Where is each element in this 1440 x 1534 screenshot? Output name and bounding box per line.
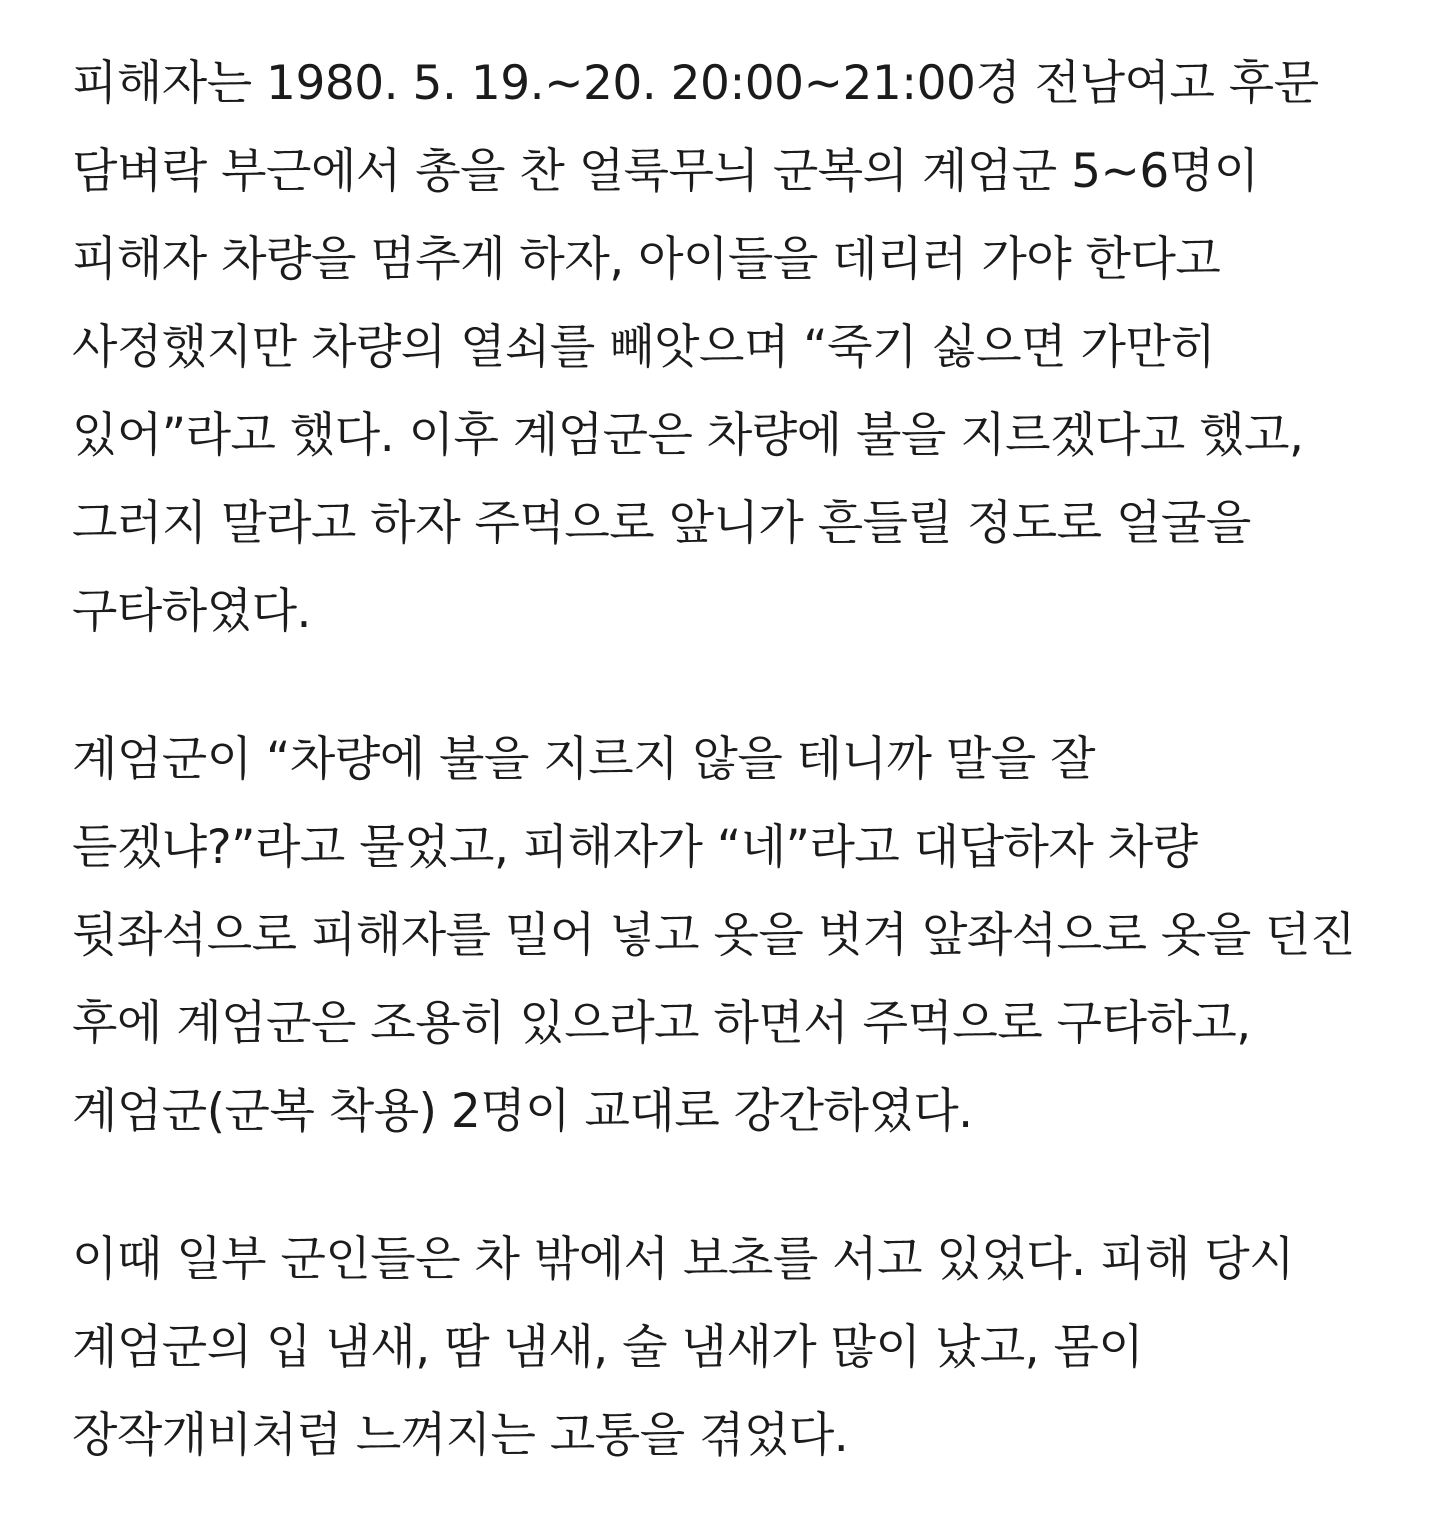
article-paragraph-1: 피해자는 1980. 5. 19.~20. 20:00~21:00경 전남여고 후문 담벼락 부근에서 총을 찬 얼룩무늬 군복의 계엄군 5~6명이 피해자 차량을 멈추게 하자, 아이들을 데리러 가야 한다고 사정했지만 차량의 열쇠를 빼앗으며 “죽기 싫으면 가만히 있어”라고 했다. 이후 계엄군은 차량에 불을 지르겠다고 했고, 그러지 말라고 하자 주먹으로 앞니가 흔들릴 정도로 얼굴을 구타하였다. (72, 56, 1319, 639)
article-paragraph-2: 계엄군이 “차량에 불을 지르지 않을 테니까 말을 잘 듣겠냐?”라고 물었고, 피해자가 “네”라고 대답하자 차량 뒷좌석으로 피해자를 밀어 넣고 옷을 벗겨 앞좌석으로 옷을 던진 후에 계엄군은 조용히 있으라고 하면서 주먹으로 구타하고, 계엄군(군복 착용) 2명이 교대로 강간하였다. (72, 732, 1355, 1139)
article-paragraph-3: 이때 일부 군인들은 차 밖에서 보초를 서고 있었다. 피해 당시 계엄군의 입 냄새, 땀 냄새, 술 냄새가 많이 났고, 몸이 장작개비처럼 느껴지는 고통을 겪었다. (72, 1232, 1295, 1463)
